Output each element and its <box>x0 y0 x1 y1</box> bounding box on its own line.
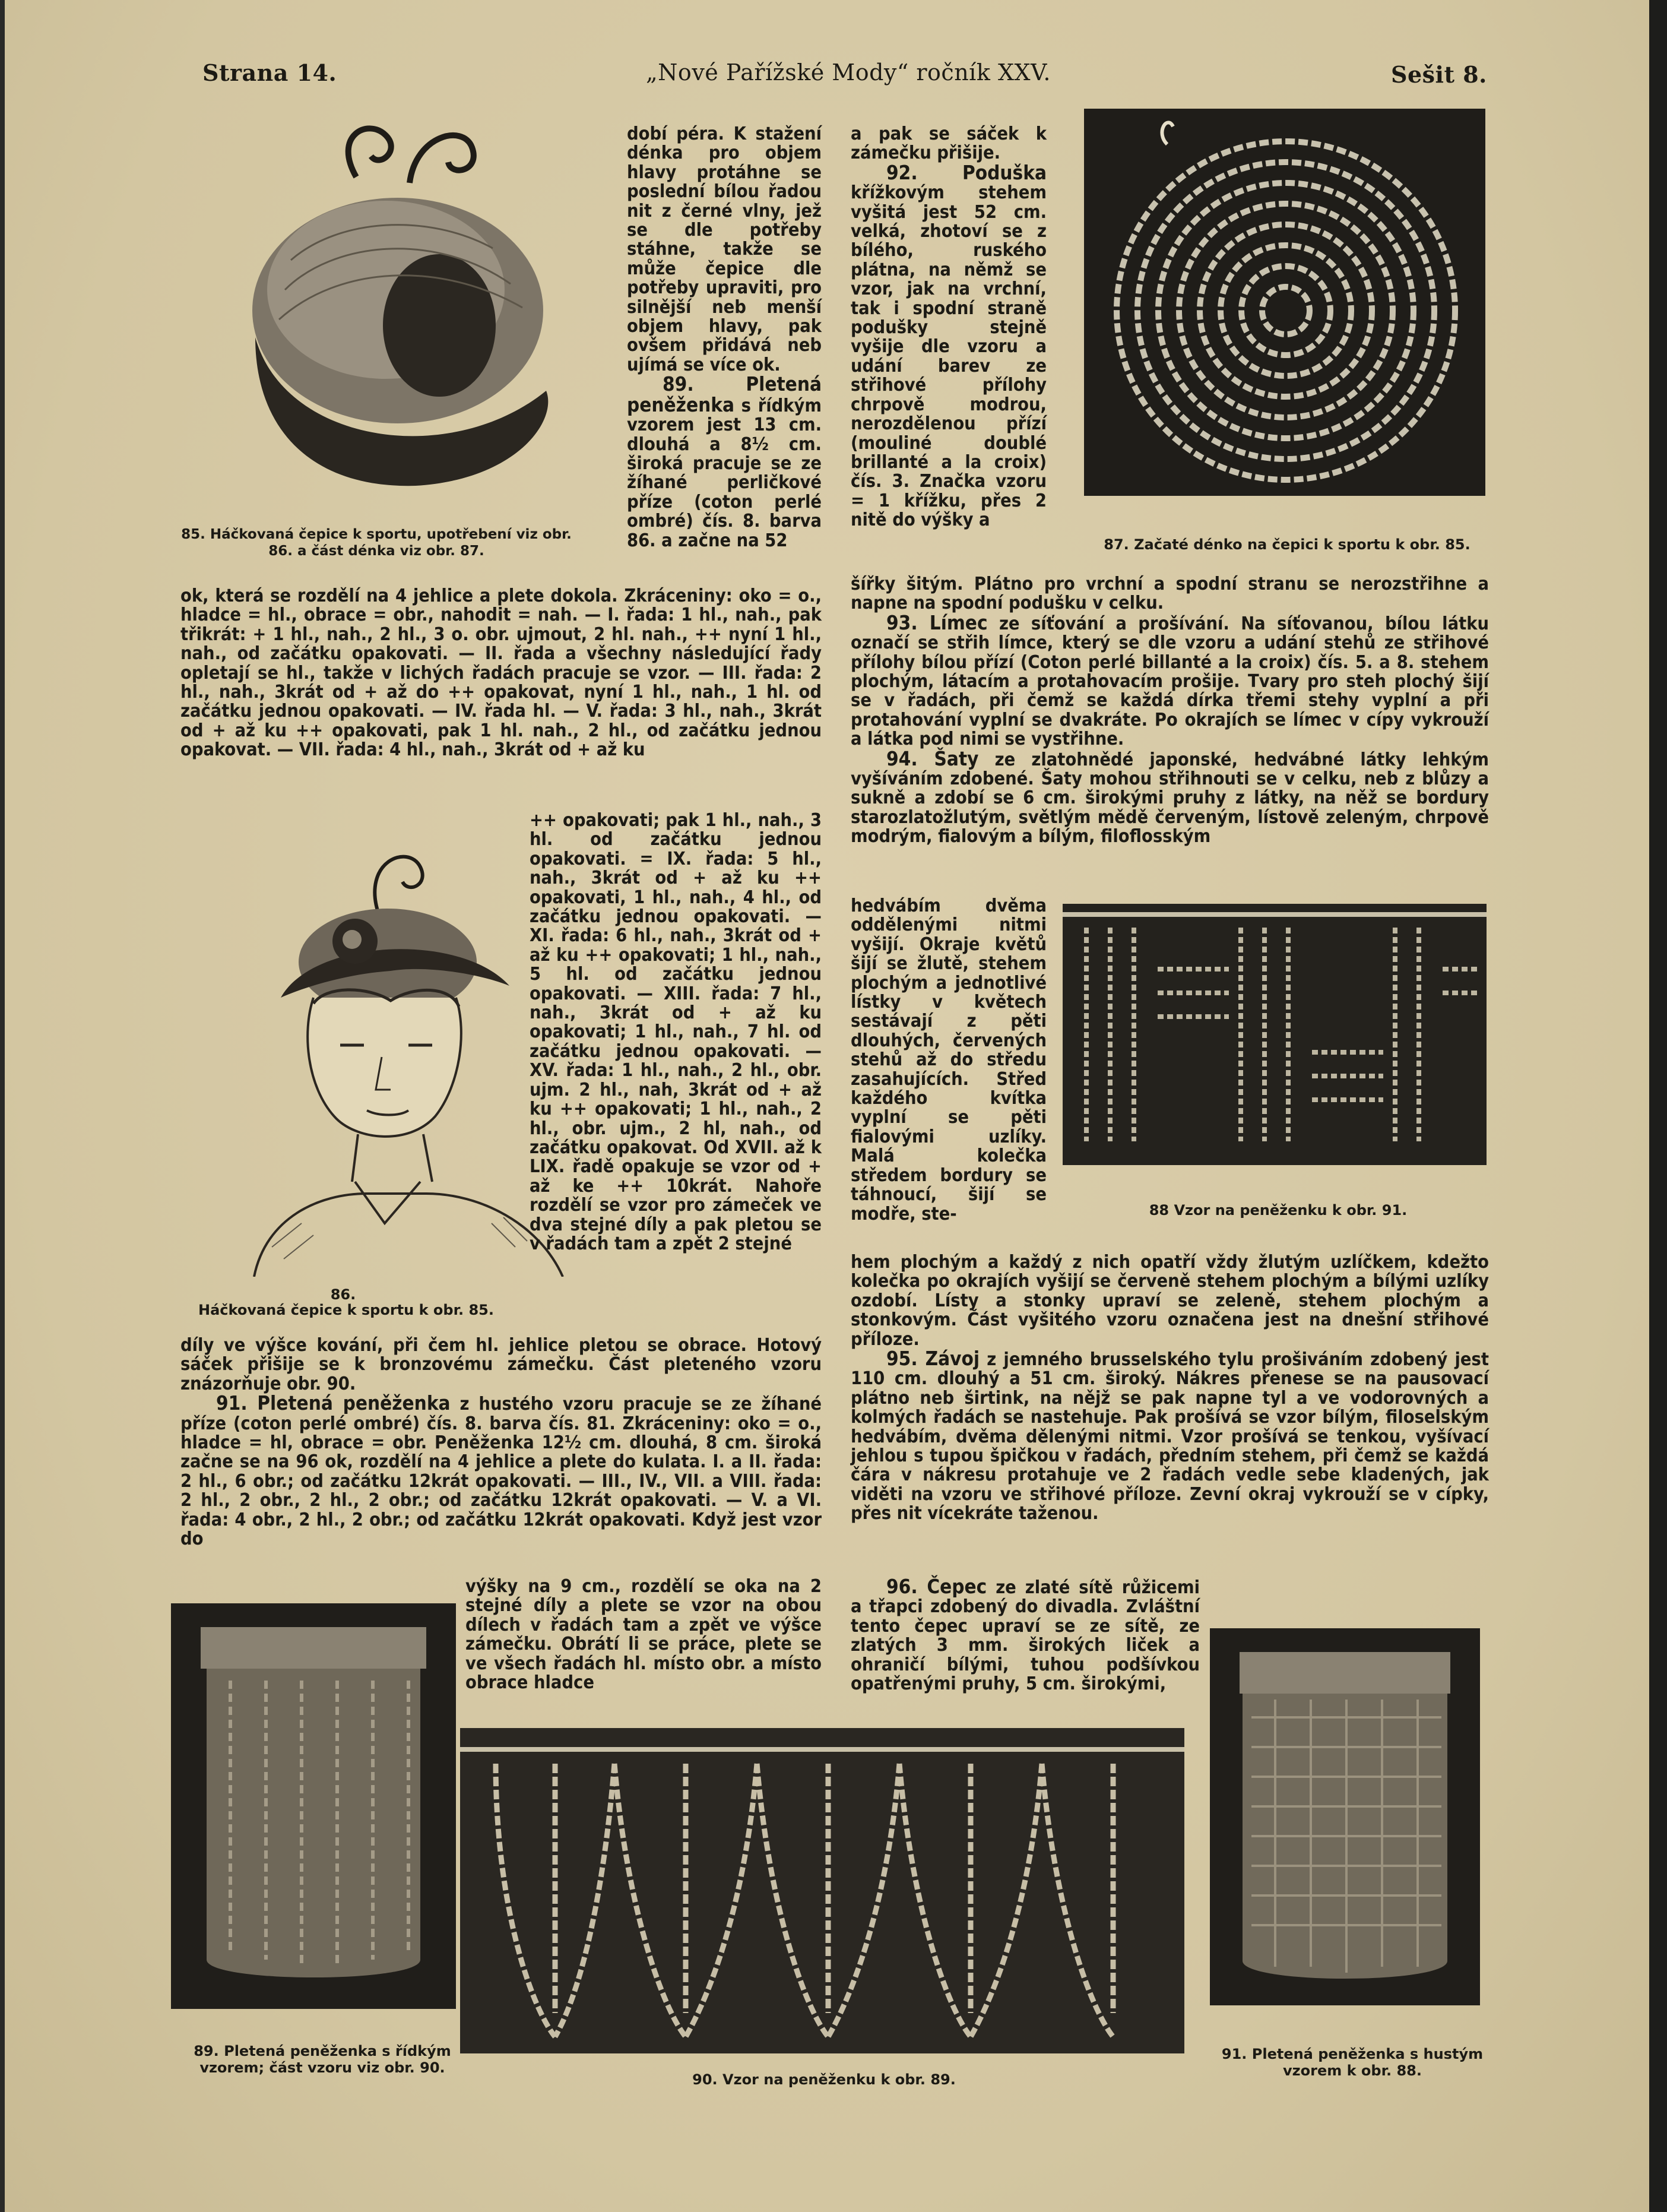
text-block-collar <box>851 575 1489 847</box>
figure-89-caption: 89. Pletená peněženka s řídkým vzorem; část vzoru viz obr. 90. <box>194 2043 451 2076</box>
figure-87-photo <box>1084 109 1485 496</box>
figure-87-caption: 87. Začaté dénko na čepici k sportu k obr. 85. <box>1104 536 1470 553</box>
crown-paragraph: dobí péra. K stažení dénka pro objem hlavy protáhne se poslední bílou řadou nit z černé vlny, jež se dle potřeby stáhne, takže se může čepice dle potřeby upraviti, pro silnější neb menší objem hlavy, pak ovšem přidává neb ujímá se více ok. <box>627 124 822 375</box>
issue-number: Sešit 8. <box>1391 61 1487 88</box>
magazine-page <box>5 0 1649 2212</box>
figure-89-photo <box>171 1603 456 2009</box>
collar-93-paragraph: ze síťování a prošívání. Na síťovanou, bílou látku označí se střih límce, který se dle vzoru a udání stehů ze střihové přílohy bílou přízí (Coton perlé billanté a la croix) čís. 5. a 8. stehem plochým, látacím a protahovacím prošije. Tvary pro steh plochý šijí se v řadách, při čemž se každá dírka třemi stehy vyplní a při protahování vyplní se dvakráte. Po okrajích se límec v cípy vykrouží a látka pod nimi se vystřihne. <box>851 613 1489 750</box>
figure-88-photo <box>1063 904 1487 1165</box>
bonnet-96-heading: 96. Čepec <box>886 1575 987 1598</box>
purse-89-heading: 89. Pletená peněženka <box>627 372 822 416</box>
pillow-92-paragraph: křížkovým stehem vyšitá jest 52 cm. velká, zhotoví se z bílého, ruského plátna, na němž se vzor, jak na vrchní, tak i spodní straně podušky stejně vyšije dle vzoru a udání barev ze střihové přílohy chrpově modrou, nerozdělenou přízí (mouliné doublé brillanté a la croix) čís. 3. Značka vzoru = 1 křížku, přes 2 nitě do výšky a <box>851 182 1047 531</box>
purse-91-paragraph: z hustého vzoru pracuje se ze žíhané příze (coton perlé ombré) čís. 8. barva čís. 81. Zkráceniny: oko = o., hladce = hl, obrace = obr. Peněženka 12½ cm. dlouhá, 8 cm. široká začne se na 96 ok, rozdělí na 4 jehlice a plete do kulata. I. a II. řada: 2 hl., 6 obr.; od začátku 12krát opakovati. — III., IV., VII. a VIII. řada: 2 hl., 2 obr., 2 hl., 2 obr.; od začátku 12krát opakovati. — V. a VI. řada: 4 obr., 2 hl., 2 obr.; od začátku 12krát opakovati. Když jest vzor do <box>180 1394 822 1550</box>
figure-90-caption: 90. Vzor na peněženku k obr. 89. <box>692 2071 956 2088</box>
woman-with-cap-illustration <box>230 837 575 1277</box>
figure-90-photo <box>460 1728 1184 2053</box>
purse-89-paragraph: s řídkým vzorem jest 13 cm. dlouhá a 8½ cm. široká pracuje se ze žíhané perličkové příze (coton perlé ombré) čís. 8. barva 86. a začne na 52 <box>627 395 822 551</box>
purse-attach-paragraph: a pak se sáček k zámečku přišije. <box>851 124 1047 164</box>
veil-95-heading: 95. Závoj <box>886 1347 980 1371</box>
text-block-crown <box>627 125 822 550</box>
figure-91-photo <box>1210 1628 1480 2005</box>
dress-94-paragraph: ze zlatohnědé japonské, hedvábné látky lehkým vyšíváním zdobené. Šaty mohou střihnouti se v celku, neb z blůzy a sukně a zdobí se 6 cm. širokými pruhy z látky, na něž se bordury starozlatožlutým, světlým mědě červeným, lístově zeleným, chrpově modrým, fialovým a bílým, filoflosským <box>851 749 1489 847</box>
figure-86-caption: Háčkovaná čepice k sportu k obr. 85. <box>198 1302 494 1318</box>
bonnet-96-paragraph: ze zlaté sítě růžicemi a třapci zdobený do divadla. Zvláštní tento čepec upraví se ze sítě, ze zlatých 3 mm. širokých liček a ohraničí bílými, tuhou podšívkou opatřenými pruhy, 5 cm. širokými, <box>851 1577 1200 1695</box>
figure-86-number: 86. <box>330 1286 356 1303</box>
text-block-purse-91-finish: výšky na 9 cm., rozdělí se oka na 2 stejné díly a plete se vzor na obou dílech v řadách tam a zpět ve výšce zámečku. Obrátí li se práce, plete se ve všech řadách hl. místo obr. a místo obrace hladce <box>465 1576 822 1694</box>
binding-edge <box>1649 0 1667 2212</box>
crocheted-cap-illustration <box>237 112 570 515</box>
dress-94-heading: 94. Šaty <box>886 746 979 770</box>
running-title: „Nové Pařížské Mody“ ročník XXV. <box>646 59 1051 86</box>
text-block-purse-89-rows: ok, která se rozdělí na 4 jehlice a plete dokola. Zkráceniny: oko = o., hladce = hl., obrace = obr., nahodit = nah. — I. řada: 1 hl., nah., pak třikrát: + 1 hl., nah., 2 hl., 3 o. obr. ujmout, 2 hl. nah., ++ nyní 1 hl., nah., od začátku opakovati. — II. řada a všechny následující řady opletají se hl., takže v lichých řadách pracuje se vzor. — III. řada: 2 hl., nah., 3krát od + až do ++ opakovat, nyní 1 hl., nah., 1 hl. od začátku jednou opakovati. — IV. řada hl. — V. řada: 3 hl., nah., 3krát od + až ku ++ opakovati, pak 1 hl. nah., 2 hl., od začátku jednou opakovat. — VII. řada: 4 hl., nah., 3krát od + až ku <box>180 586 822 761</box>
pillow-92-heading: 92. Poduška <box>886 160 1047 184</box>
page-number: Strana 14. <box>202 59 337 86</box>
text-block-dress-94-cont: hedvábím dvěma oddělenými nitmi vyšijí. Okraje květů šijí se žlutě, stehem plochým a jednotlivé lístky v květech sestávají z pěti dlouhých, červených stehů až do středu zasahujících. Střed každého kvítka vyplní se pěti fialovými uzlíky. Malá kolečka středem bordury se táhnoucí, šijí se modře, ste- <box>851 895 1047 1224</box>
text-block-pillow <box>851 125 1047 530</box>
collar-93-heading: 93. Límec <box>886 610 988 634</box>
purse-89-finish-paragraph: díly ve výšce kování, při čem hl. jehlice pletou se obrace. Hotový sáček přišije se k bronzovému zámečku. Část pleteného vzoru znázorňuje obr. 90. <box>180 1335 822 1394</box>
pillow-92-cont: šířky šitým. Plátno pro vrchní a spodní stranu se nerozstřihne a napne na spodní podušku v celku. <box>851 574 1489 614</box>
text-block-bonnet <box>851 1577 1200 1694</box>
dress-94-finish: hem plochým a každý z nich opatří vždy žlutým uzlíčkem, kdežto kolečka po okrajích vyšijí se červeně stehem plochým a bílými uzlíky ozdobí. Lísty a stonky upraví se zeleně, stehem plochým a stonkovým. Část vyšitého vzoru označena jest na dnešní střihové příloze. <box>851 1252 1489 1350</box>
figure-85-caption: 85. Háčkovaná čepice k sportu, upotřebení viz obr. 86. a část dénka viz obr. 87. <box>181 527 572 559</box>
purse-91-heading: 91. Pletená peněženka <box>216 1391 451 1415</box>
text-block-veil <box>851 1253 1489 1524</box>
veil-95-paragraph: z jemného brusselského tylu prošiváním zdobený jest 110 cm. dlouhý a 51 cm. široký. Nákres přenese se na pausovací plátno neb širtink, na nějž se pak napne tyl a ve vodorovných a kolmých řadách se nastehuje. Pak prošívá se vzor bílým, filoselským hedvábím, dvěma dělenými nitmi. Vzor prošívá se tenkou, vyšívací jehlou s tupou špičkou v řadách, předním stehem, při čemž se každá čára v nákresu protahuje ve 2 řadách vedle sebe kladených, jak viděti na vzoru ve střihové příloze. Zevní okraj vykrouží se v cípky, přes nit vícekráte taženou. <box>851 1349 1489 1524</box>
text-block-purse-89-rows-cont: ++ opakovati; pak 1 hl., nah., 3 hl. od začátku jednou opakovati. = IX. řada: 5 hl., nah., 3krát od + až ku ++ opakovati, 1 hl., nah., 4 hl., od začátku jednou opakovati. — XI. řada: 6 hl., nah., 3krát od + až ku ++ opakovati; 1 hl., nah., 5 hl. od začátku jednou opakovati. — XIII. řada: 7 hl., nah., 3krát od + až ku opakovati; 1 hl., nah., 7 hl. od začátku jednou opakovati. — XV. řada: 1 hl., nah., 2 hl., obr. ujm. 2 hl., nah, 3krát od + až ku ++ opakovati; 1 hl., nah., 2 hl., obr. ujm., 2 hl, nah., od začátku opakovat. Od XVII. až k LIX. řadě opakuje se vzor od + až ke ++ 10krát. Nahoře rozdělí se vzor pro zámeček ve dva stejné díly a pak pletou se v řadách tam a zpět 2 stejné <box>530 810 822 1254</box>
text-block-purse-89-finish <box>180 1336 822 1549</box>
figure-91-caption: 91. Pletená peněženka s hustým vzorem k obr. 88. <box>1221 2046 1484 2079</box>
figure-88-caption: 88 Vzor na peněženku k obr. 91. <box>1149 1202 1408 1219</box>
